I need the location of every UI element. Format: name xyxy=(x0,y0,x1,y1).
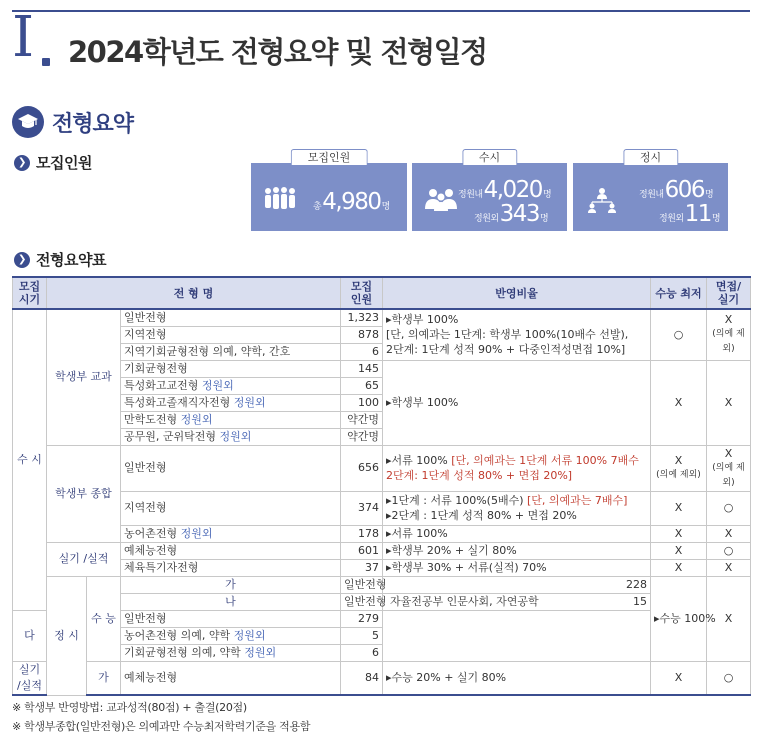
row-name-text: 만학도전형 xyxy=(124,412,178,426)
jeongsi-in-value: 606 xyxy=(664,177,704,203)
table-row xyxy=(13,525,751,542)
table-row xyxy=(13,610,751,627)
quota-tag: 정원외 xyxy=(219,429,252,443)
table-heading xyxy=(14,249,106,270)
users-icon xyxy=(424,187,458,215)
jeongsi-out-unit: 명 xyxy=(711,214,721,224)
ratio-cell: ▸학생부 30% + 서류(실적) 70% xyxy=(383,559,651,576)
row-count: 5 xyxy=(341,627,383,644)
recruit-heading xyxy=(14,152,92,173)
mark-x: X xyxy=(724,446,733,460)
susi-in-value: 4,020 xyxy=(483,177,542,203)
section-number: I xyxy=(12,5,35,70)
ratio-cell xyxy=(383,445,651,491)
interview-mark: X xyxy=(707,360,751,445)
org-chart-icon xyxy=(585,187,619,217)
total-prefix: 총 xyxy=(313,202,322,212)
ratio-line: [단, 의예과는 1단계: 학생부 100%(10배수 선발), xyxy=(386,328,629,342)
ratio-note: 2단계: 1단계 성적 80% + 면접 20%] xyxy=(386,469,573,482)
footnote: ※ 학생부 반영방법: 교과성적(80점) + 출결(20점) xyxy=(12,701,247,714)
interview-mark: X xyxy=(707,525,751,542)
ratio-cell: ▸서류 100% xyxy=(383,525,651,542)
ratio-note: [단, 의예과는 1단계 서류 100% 7배수 xyxy=(451,454,639,467)
row-name: 일반전형 xyxy=(121,610,341,627)
susi-out-label: 정원외 xyxy=(474,214,499,224)
section-number-dot xyxy=(42,58,50,66)
csat-mark: X xyxy=(651,491,707,525)
susi-in-label: 정원내 xyxy=(458,190,483,200)
row-name xyxy=(121,525,341,542)
ratio-line xyxy=(386,453,647,468)
csat-mark: ○ xyxy=(651,309,707,360)
ratio-cell: ▸수능 100% xyxy=(651,576,707,661)
period-susi: 수 시 xyxy=(13,309,47,610)
interview-mark xyxy=(707,445,751,491)
row-count: 37 xyxy=(341,559,383,576)
page-title: 2024학년도 전형요약 및 전형일정 xyxy=(68,35,487,69)
mark-except: (의예 제외) xyxy=(712,462,745,488)
jeongsi-in-label: 정원내 xyxy=(639,190,664,200)
row-name: 체육특기자전형 xyxy=(121,559,341,576)
mark-except: (의예 제외) xyxy=(656,470,701,480)
csat-mark: X xyxy=(707,576,751,661)
row-count: 374 xyxy=(341,491,383,525)
susi-tab: 수시 xyxy=(462,149,517,165)
csat-mark: X xyxy=(651,542,707,559)
interview-mark: ○ xyxy=(707,542,751,559)
ratio-cell: ▸학생부 100% xyxy=(383,360,651,445)
table-row xyxy=(13,360,751,377)
interview-mark xyxy=(707,309,751,360)
row-name: 지역전형 xyxy=(121,491,341,525)
table-row xyxy=(13,491,751,525)
row-count: 100 xyxy=(341,394,383,411)
ratio-line: ▸학생부 100% xyxy=(386,313,459,327)
row-count: 656 xyxy=(341,445,383,491)
ratio-cell: ▸수능 20% + 실기 80% xyxy=(383,661,651,695)
table-row xyxy=(13,576,751,593)
csat-mark: X xyxy=(651,661,707,695)
table-row xyxy=(13,542,751,559)
quota-tag: 정원외 xyxy=(233,628,266,642)
csat-mark xyxy=(651,445,707,491)
row-name: 일반전형 자율전공부 인문사회, 자연공학 xyxy=(341,593,383,610)
total-value: 4,980 xyxy=(322,189,381,215)
group-suneung: 수 능 xyxy=(87,576,121,661)
ratio-cell: ▸학생부 20% + 실기 80% xyxy=(383,542,651,559)
row-count: 1,323 xyxy=(341,309,383,326)
jeongsi-out-value: 11 xyxy=(684,201,711,227)
row-count: 279 xyxy=(341,610,383,627)
jeongsi-recruit-box xyxy=(573,151,728,231)
row-name: 일반전형 xyxy=(121,309,341,326)
row-count: 6 xyxy=(341,343,383,360)
jeongsi-out-label: 정원외 xyxy=(659,214,684,224)
row-count: 65 xyxy=(341,377,383,394)
table-row xyxy=(13,627,751,644)
row-count: 178 xyxy=(341,525,383,542)
susi-out-unit: 명 xyxy=(540,214,549,224)
susi-recruit-box xyxy=(412,151,567,231)
table-heading-text: 전형요약표 xyxy=(36,251,106,269)
chevron-right-icon: ❯ xyxy=(14,155,30,171)
footnote: ※ 학생부종합(일반전형)은 의예과만 수능최저학력기준을 적용함 xyxy=(12,720,311,733)
row-name xyxy=(121,394,341,411)
ratio-cell xyxy=(383,491,651,525)
quota-tag: 정원외 xyxy=(180,412,213,426)
group-silgi: 실기 /실적 xyxy=(47,542,121,576)
row-count: 228 xyxy=(383,576,651,593)
ratio-text: ▸서류 100% xyxy=(386,454,452,467)
ratio-text: ▸1단계 : 서류 100%(5배수) xyxy=(386,494,527,507)
period-jeongsi: 정 시 xyxy=(47,576,87,695)
row-name xyxy=(121,411,341,428)
mark-except: (의예 제외) xyxy=(712,329,745,355)
total-recruit-box xyxy=(251,151,407,231)
row-name xyxy=(121,428,341,445)
recruit-heading-text: 모집인원 xyxy=(36,154,92,172)
header-period: 모집 시기 xyxy=(13,277,47,309)
row-name: 일반전형 xyxy=(121,445,341,491)
table-row xyxy=(13,593,751,610)
admission-summary-table xyxy=(12,276,751,696)
row-name: 지역전형 xyxy=(121,326,341,343)
table-row xyxy=(13,661,751,695)
row-name xyxy=(121,627,341,644)
csat-mark: X xyxy=(651,525,707,542)
susi-out-value: 343 xyxy=(499,201,539,227)
ratio-line xyxy=(386,493,647,508)
graduation-cap-icon xyxy=(12,106,44,138)
quota-tag: 정원외 xyxy=(201,378,234,392)
header-interview: 면접/ 실기 xyxy=(707,277,751,309)
header-csat: 수능 최저 xyxy=(651,277,707,309)
row-count: 약간명 xyxy=(341,411,383,428)
row-name: 예체능전형 xyxy=(121,542,341,559)
row-count: 84 xyxy=(341,661,383,695)
quota-tag: 정원외 xyxy=(233,395,266,409)
chevron-right-icon: ❯ xyxy=(14,252,30,268)
susi-in-unit: 명 xyxy=(542,190,552,200)
row-count: 878 xyxy=(341,326,383,343)
interview-mark: ○ xyxy=(707,491,751,525)
csat-mark: X xyxy=(651,559,707,576)
header-ratio: 반영비율 xyxy=(383,277,651,309)
ratio-note: [단, 의예과는 7배수] xyxy=(527,494,628,507)
jeongsi-tab: 정시 xyxy=(623,149,678,165)
mark-x: X xyxy=(724,313,733,327)
row-name xyxy=(121,377,341,394)
group-gyogwa: 학생부 교과 xyxy=(47,309,121,445)
header-count: 모집 인원 xyxy=(341,277,383,309)
row-name-text: 농어촌전형 xyxy=(124,526,178,540)
table-header-row xyxy=(13,277,751,309)
summary-heading xyxy=(12,106,133,138)
group-jonghap: 학생부 종합 xyxy=(47,445,121,542)
people-group-icon xyxy=(263,187,297,215)
row-name: 지역기회균형전형 의예, 약학, 간호 xyxy=(121,343,341,360)
ratio-cell xyxy=(383,309,651,360)
csat-mark: X xyxy=(651,360,707,445)
quota-tag: 정원외 xyxy=(244,645,277,659)
ratio-line: 2단계: 1단계 성적 90% + 다중인적성면접 10%] xyxy=(386,343,626,357)
total-tab: 모집인원 xyxy=(291,149,368,165)
interview-mark: X xyxy=(707,559,751,576)
total-unit: 명 xyxy=(381,202,390,212)
row-name-text: 특성화고교전형 xyxy=(124,378,199,392)
row-name: 일반전형 xyxy=(341,576,383,593)
summary-title: 전형요약 xyxy=(52,111,134,137)
header-name: 전 형 명 xyxy=(47,277,341,309)
table-row xyxy=(13,644,751,661)
subgroup-ga: 가 xyxy=(87,661,121,695)
interview-mark: ○ xyxy=(707,661,751,695)
top-rule xyxy=(12,10,750,12)
row-count: 15 xyxy=(383,593,651,610)
ratio-line: ▸2단계 : 1단계 성적 80% + 면접 20% xyxy=(386,509,577,522)
table-row xyxy=(13,559,751,576)
jeongsi-in-unit: 명 xyxy=(705,190,714,200)
row-name-text: 기회균형전형 의예, 약학 xyxy=(124,645,241,659)
row-name-text: 농어촌전형 의예, 약학 xyxy=(124,628,231,642)
subgroup-na: 나 xyxy=(121,593,341,610)
row-count: 6 xyxy=(341,644,383,661)
subgroup-da: 다 xyxy=(13,610,47,661)
table-row xyxy=(13,309,751,326)
table-row xyxy=(13,445,751,491)
row-name: 예체능전형 xyxy=(121,661,341,695)
row-name xyxy=(121,644,341,661)
mark-x: X xyxy=(674,454,683,467)
row-count: 약간명 xyxy=(341,428,383,445)
quota-tag: 정원외 xyxy=(180,526,213,540)
row-count: 145 xyxy=(341,360,383,377)
row-name-text: 특성화고졸재직자전형 xyxy=(124,395,231,409)
group-silgi-jeongsi: 실기 /실적 xyxy=(13,661,47,695)
row-count: 601 xyxy=(341,542,383,559)
row-name-text: 공무원, 군위탁전형 xyxy=(124,429,217,443)
row-name: 기회균형전형 xyxy=(121,360,341,377)
subgroup-ga: 가 xyxy=(121,576,341,593)
